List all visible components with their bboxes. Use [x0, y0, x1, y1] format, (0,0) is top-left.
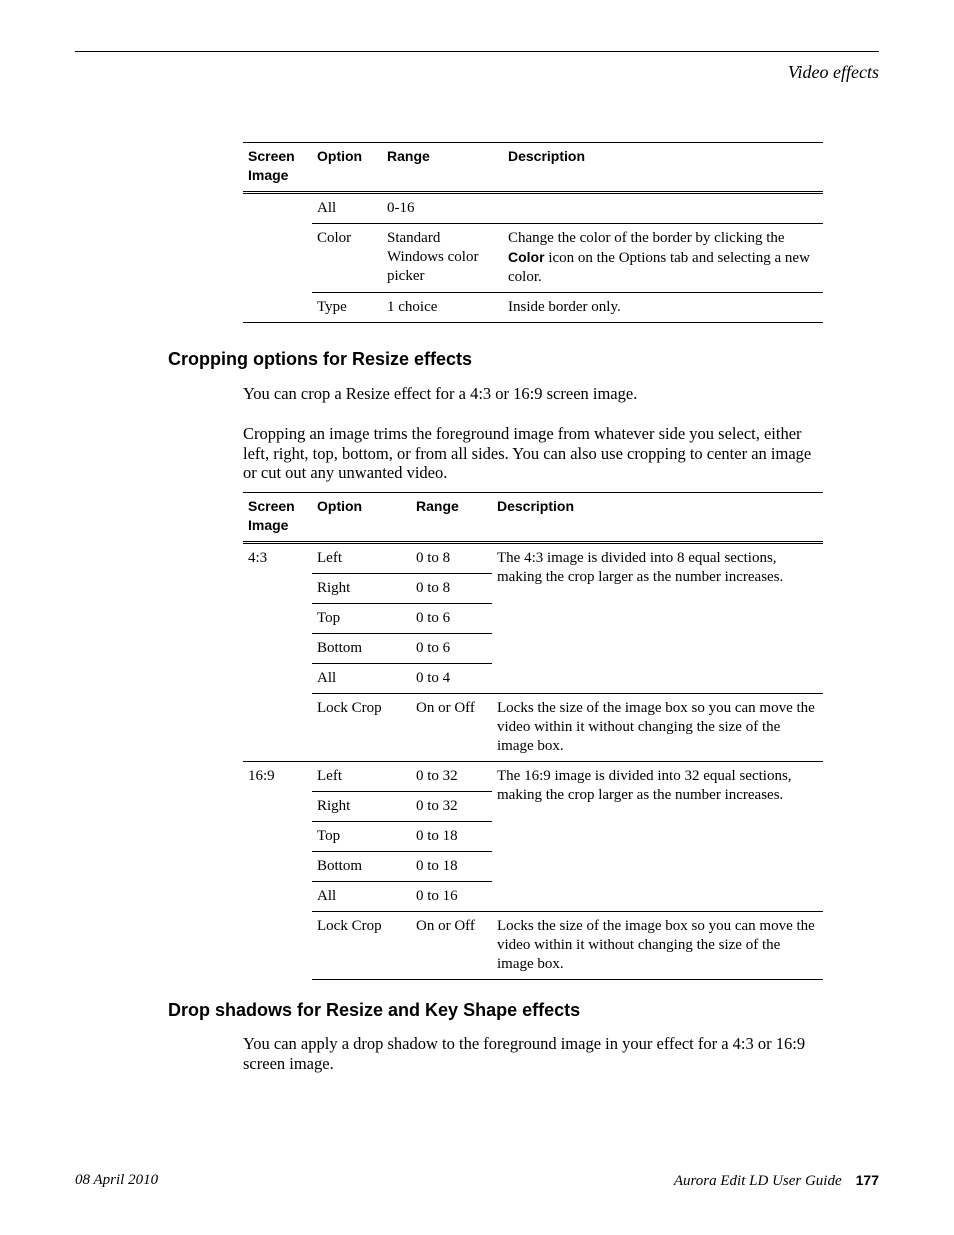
border-options-table [243, 142, 823, 323]
column-header: Description [492, 493, 823, 543]
range-cell: 0 to 18 [411, 822, 492, 852]
option-cell: All [312, 664, 411, 694]
table-header-row [243, 143, 823, 193]
range-cell: 0 to 8 [416, 550, 451, 566]
option-cell: Left [317, 550, 342, 566]
header-rule [75, 51, 879, 52]
column-header: Screen Image [243, 143, 312, 193]
column-header: Range [411, 493, 492, 543]
range-cell: 0 to 32 [411, 792, 492, 822]
option-cell: Top [312, 604, 411, 634]
column-header: Option [312, 143, 382, 193]
range-cell: 0-16 [387, 200, 415, 216]
screen-cell [243, 224, 312, 293]
option-cell: Right [312, 792, 411, 822]
option-cell: Top [312, 822, 411, 852]
range-cell: 1 choice [382, 293, 503, 323]
table-row [243, 694, 823, 762]
range-cell: 0 to 32 [411, 762, 492, 792]
table-row [243, 293, 823, 323]
cropping-heading: Cropping options for Resize effects [168, 349, 473, 369]
table-row [243, 912, 823, 980]
range-cell: 0 to 8 [411, 574, 492, 604]
description-cell: Locks the size of the image box so you can move the video within it without changing the size of the image box. [492, 694, 823, 762]
option-cell: Bottom [312, 852, 411, 882]
range-cell: 0 to 16 [411, 882, 492, 912]
description-cell: Locks the size of the image box so you can move the video within it without changing the size of the image box. [492, 912, 823, 980]
column-header: Range [382, 143, 503, 193]
description-cell [503, 224, 823, 293]
option-cell: Bottom [312, 634, 411, 664]
option-cell: Right [312, 574, 411, 604]
range-cell: 0 to 6 [411, 634, 492, 664]
range-cell: 0 to 6 [411, 604, 492, 634]
screen-cell: 16:9 [243, 762, 312, 980]
option-cell: Left [312, 762, 411, 792]
screen-cell [243, 293, 312, 323]
description-text: icon on the Options tab and selecting a new color. [508, 250, 810, 285]
screen-cell: 4:3 [248, 550, 268, 566]
cropping-description: Cropping an image trims the foreground image from whatever side you select, either left, right, top, bottom, or from all sides. You can also use cropping to center an image or cut out any unwanted video. [243, 424, 812, 482]
description-cell: The 4:3 image is divided into 8 equal sections, making the crop larger as the number increases. [497, 550, 784, 585]
range-cell: 0 to 18 [411, 852, 492, 882]
table-row [243, 224, 823, 293]
cropping-intro: You can crop a Resize effect for a 4:3 or 16:9 screen image. [243, 384, 638, 403]
option-cell: All [312, 882, 411, 912]
range-cell: On or Off [411, 694, 492, 762]
running-header: Video effects [787, 62, 879, 82]
description-cell [503, 193, 823, 224]
option-cell: Type [312, 293, 382, 323]
guide-title: Aurora Edit LD User Guide [673, 1173, 842, 1189]
table-row [243, 762, 823, 792]
footer-guide [674, 1172, 879, 1190]
option-cell: Color [312, 224, 382, 293]
description-cell: The 16:9 image is divided into 32 equal sections, making the crop larger as the number increases. [492, 762, 823, 912]
table-row [243, 543, 823, 574]
description-cell: Inside border only. [503, 293, 823, 323]
drop-shadows-description: You can apply a drop shadow to the foreground image in your effect for a 4:3 or 16:9 screen image. [243, 1034, 806, 1073]
range-cell: Standard Windows color picker [382, 224, 503, 293]
option-cell: Lock Crop [312, 912, 411, 980]
column-header: Screen Image [243, 493, 312, 543]
screen-cell [243, 193, 312, 224]
range-cell: 0 to 4 [411, 664, 492, 694]
option-cell: All [317, 200, 337, 216]
range-cell: On or Off [411, 912, 492, 980]
table-header-row [243, 493, 823, 543]
column-header: Description [503, 143, 823, 193]
page-number: 177 [855, 1172, 879, 1188]
column-header: Option [312, 493, 411, 543]
description-text: Change the color of the border by clicking the [508, 230, 785, 246]
cropping-options-table [243, 492, 823, 980]
drop-shadows-heading: Drop shadows for Resize and Key Shape effects [168, 1000, 581, 1020]
table-row [243, 193, 823, 224]
color-term: Color [508, 249, 545, 265]
option-cell: Lock Crop [312, 694, 411, 762]
footer-date: 08 April 2010 [75, 1172, 159, 1188]
